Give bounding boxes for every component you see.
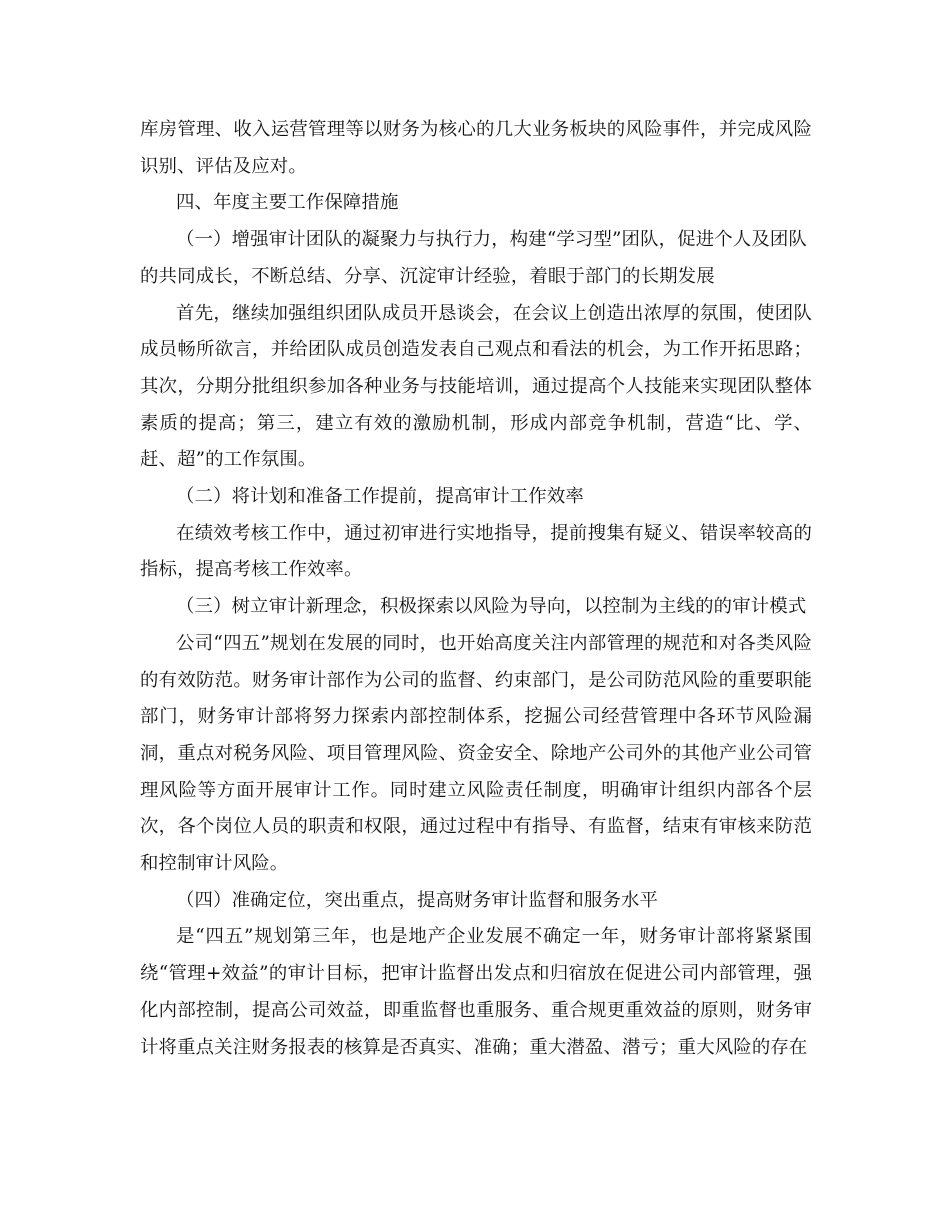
paragraph-performance-review: 在绩效考核工作中，通过初审进行实地指导，提前搜集有疑义、错误率较高的指标，提高考核工作效率。 [140, 522, 812, 581]
paragraph-risk-control: 公司“四五”规划在发展的同时，也开始高度关注内部管理的规范和对各类风险的有效防范。财务审计部作为公司的监督、约束部门，是公司防范风险的重要职能部门，财务审计部将努力探索内部控制体系，挖掘公司经营管理中各环节风险漏洞，重点对税务风险、项目管理风险、资金安全、除地产公司外的其他产业公司管理风险等方面开展审计工作。同时建立风险责任制度，明确审计组织内部各个层次，各个岗位人员的职责和权限，通过过程中有指导、有监督，结束有审核来防范和控制审计风险。 [140, 632, 812, 875]
paragraph-risk-summary: 库房管理、收入运营管理等以财务为核心的几大业务板块的风险事件，并完成风险识别、评估及应对。 [140, 119, 812, 177]
document-body [140, 112, 812, 1066]
paragraph-team-measures: 首先，继续加强组织团队成员开恳谈会，在会议上创造出浓厚的氛围，使团队成员畅所欲言，并给团队成员创造发表自己观点和看法的机会，为工作开拓思路；其次，分期分批组织参加各种业务与技能培训，通过提高个人技能来实现团队整体素质的提高；第三，建立有效的激励机制，形成内部竞争机制，营造“比、学、赶、超”的工作氛围。 [140, 302, 812, 471]
subheading-risk-oriented-audit: （三）树立审计新理念，积极探索以风险为导向，以控制为主线的的审计模式 [176, 596, 807, 618]
subheading-audit-positioning: （四）准确定位，突出重点，提高财务审计监督和服务水平 [176, 889, 659, 911]
subheading-team-cohesion: （一）增强审计团队的凝聚力与执行力，构建“学习型”团队，促进个人及团队的共同成长，不断总结、分享、沉淀审计经验，着眼于部门的长期发展 [140, 229, 807, 287]
subheading-planning-efficiency: （二）将计划和准备工作提前，提高审计工作效率 [176, 486, 584, 508]
paragraph-management-efficiency: 是“四五”规划第三年，也是地产企业发展不确定一年，财务审计部将紧紧围绕“管理+效益”的审计目标，把审计监督出发点和归宿放在促进公司内部管理，强化内部控制，提高公司效益，即重监督也重服务、重合规更重效益的原则，财务审计将重点关注财务报表的核算是否真实、准确；重大潜盈、潜亏；重大风险的存在 [140, 926, 812, 1058]
section-heading-safeguards: 四、年度主要工作保障措施 [176, 192, 399, 214]
